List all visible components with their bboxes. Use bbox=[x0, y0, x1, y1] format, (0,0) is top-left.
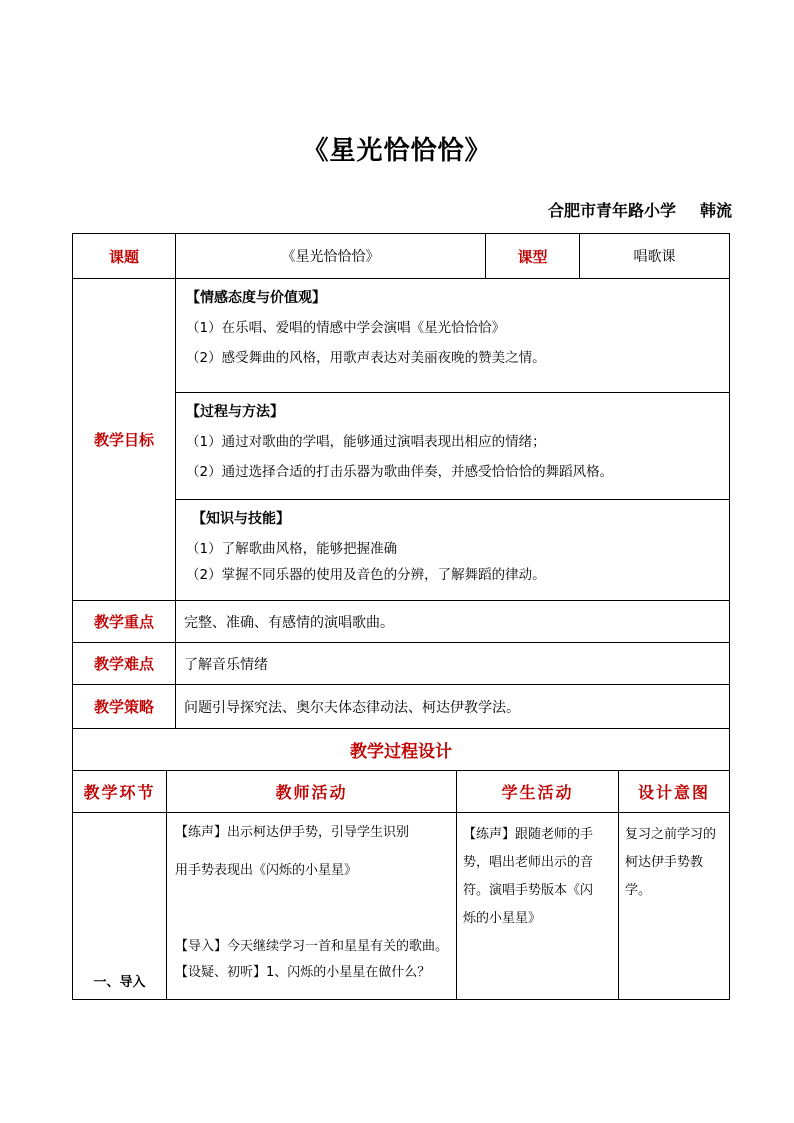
type-label: 课型 bbox=[485, 234, 579, 278]
key-point-row bbox=[73, 600, 729, 642]
header-intent: 设计意图 bbox=[618, 771, 729, 812]
strategy-label: 教学策略 bbox=[93, 698, 154, 716]
objective-item: （2）感受舞曲的风格，用歌声表达对美丽夜晚的赞美之情。 bbox=[186, 350, 546, 366]
process-title-row bbox=[73, 728, 729, 770]
design-intent bbox=[618, 813, 729, 999]
objective-process bbox=[176, 392, 729, 499]
objectives-row bbox=[73, 278, 729, 600]
process-section-title: 教学过程设计 bbox=[350, 742, 452, 762]
teacher-line: 【导入】今天继续学习一首和星星有关的歌曲。 bbox=[175, 939, 449, 954]
teacher-line: 【设疑、初听】1、闪烁的小星星在做什么？ bbox=[175, 965, 431, 980]
objective-heading: 【过程与方法】 bbox=[186, 404, 284, 420]
header-stage: 教学环节 bbox=[83, 783, 156, 802]
intent-line: 柯达伊手势教学。 bbox=[625, 855, 704, 898]
author-name: 韩流 bbox=[699, 201, 732, 220]
objectives-content bbox=[175, 279, 729, 600]
objective-emotion bbox=[176, 279, 729, 392]
key-point-label: 教学重点 bbox=[93, 613, 154, 631]
objectives-label: 教学目标 bbox=[93, 431, 154, 449]
header-teacher: 教师活动 bbox=[166, 771, 456, 812]
topic-label: 课题 bbox=[108, 247, 139, 266]
intent-line: 复习之前学习的 bbox=[625, 827, 717, 842]
teacher-line: 用手势表现出《闪烁的小星星》 bbox=[175, 863, 358, 878]
teacher-line: 【练声】出示柯达伊手势，引导学生识别 bbox=[175, 825, 410, 840]
objective-item: （1）通过对歌曲的学唱，能够通过演唱表现出相应的情绪； bbox=[186, 434, 546, 450]
objective-knowledge bbox=[176, 499, 729, 599]
difficulty-row bbox=[73, 642, 729, 684]
difficulty-label: 教学难点 bbox=[93, 655, 154, 673]
teacher-activity bbox=[166, 813, 456, 999]
objective-heading: 【知识与技能】 bbox=[192, 511, 290, 527]
stage-cell bbox=[73, 813, 166, 999]
objective-item: （1）了解歌曲风格，能够把握准确 bbox=[186, 541, 398, 557]
info-row bbox=[73, 234, 729, 278]
strategy-value: 问题引导探究法、奥尔夫体态律动法、柯达伊教学法。 bbox=[175, 685, 729, 728]
lesson-plan-table bbox=[72, 233, 730, 1000]
student-line: 【练声】跟随老师的手 bbox=[463, 827, 594, 842]
objective-item: （1）在乐唱、爱唱的情感中学会演唱《星光恰恰恰》 bbox=[186, 320, 506, 336]
header-student: 学生活动 bbox=[456, 771, 618, 812]
student-activity bbox=[456, 813, 618, 999]
student-line: 势，唱出老师出示的音 bbox=[463, 855, 594, 870]
objective-item: （2）通过选择合适的打击乐器为歌曲伴奏，并感受恰恰恰的舞蹈风格。 bbox=[186, 464, 614, 480]
process-header-row bbox=[73, 770, 729, 812]
difficulty-value: 了解音乐情绪 bbox=[175, 643, 729, 684]
stage-label: 一、导入 bbox=[93, 975, 146, 990]
student-line: 符。演唱手势版本《闪 bbox=[463, 883, 594, 898]
objective-item: （2）掌握不同乐器的使用及音色的分辨，了解舞蹈的律动。 bbox=[186, 567, 546, 583]
process-body-row bbox=[73, 812, 729, 999]
strategy-row bbox=[73, 684, 729, 728]
key-point-value: 完整、准确、有感情的演唱歌曲。 bbox=[175, 601, 729, 642]
type-value: 唱歌课 bbox=[579, 234, 729, 278]
document-title: 《星光恰恰恰》 bbox=[302, 136, 492, 166]
objective-heading: 【情感态度与价值观】 bbox=[186, 290, 326, 306]
topic-value: 《星光恰恰恰》 bbox=[175, 234, 485, 278]
student-line: 烁的小星星》 bbox=[463, 911, 542, 926]
author-school: 合肥市青年路小学 bbox=[547, 201, 676, 220]
author-line bbox=[548, 198, 732, 221]
